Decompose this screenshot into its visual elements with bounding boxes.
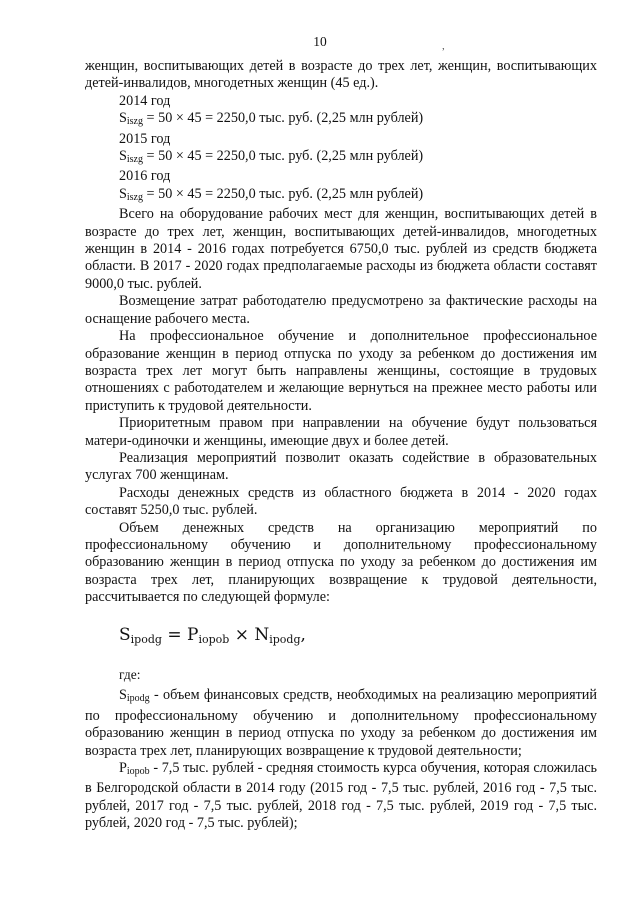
year-label-2015: 2015 год [119,130,171,147]
definition-symbol: P [119,760,127,777]
paragraph-formula-intro: Объем денежных средств на организацию мероприятий по профессиональному обучению и дополнительному профессиональному образованию женщин в период отпуска по уходу за ребенком до достижения им возраста трех лет, планирующих возвращение к трудовой деятельности, рассчитывается по следующей формуле: [85,519,597,606]
paragraph-priority: Приоритетным правом при направлении на обучение будут пользоваться матери-одиночки и женщины, имеющие двух и более детей. [85,415,597,449]
formula-subscript: iszg [126,116,143,128]
formula-n-subscript: ipodg [269,632,301,646]
formula-end: , [300,624,306,645]
definition-text: - 7,5 тыс. рублей - средняя стоимость курса обучения, которая сложилась в Белгородской области в 2014 году (2015 год - 7,5 тыс. рублей, 2016 год - 7,5 тыс. рублей, 2017 год - 7,5 тыс. рублей, 2018 год - 7,5 тыс. рублей, 2019 год - 7,5 тыс. рублей, 2020 год - 7,5 тыс. рублей); [85,760,597,832]
paragraph-reimbursement: Возмещение затрат работодателю предусмотрено за фактические расходы на оснащение рабочего места. [85,293,597,327]
definition-s-ipodg [85,687,597,760]
main-formula [119,624,597,648]
definition-subscript: ipodg [126,693,150,705]
formula-n: N [254,624,270,645]
formula-symbol: S [119,185,127,202]
formula-lhs-subscript: ipodg [130,632,162,646]
year-label-2014: 2014 год [119,92,171,109]
formula-symbol: S [119,148,127,165]
formula-equals: = [161,624,187,645]
formula-subscript: iszg [126,154,143,166]
formula-p-subscript: iopob [198,632,230,646]
paragraph-budget: Расходы денежных средств из областного бюджета в 2014 - 2020 годах составят 5250,0 тыс. рублей. [85,484,597,519]
formula-expression: = 50 × 45 = 2250,0 тыс. руб. (2,25 млн рублей) [143,185,424,202]
margin-mark: , [442,40,445,52]
formula-p: P [186,624,199,645]
definition-p-iopob [85,760,597,833]
formula-times: × [229,624,255,645]
formula-symbol: S [119,110,127,127]
formula-2015 [85,148,597,168]
formula-2016 [85,186,597,206]
formula-2014 [85,110,597,130]
definition-text: - объем финансовых средств, необходимых на реализацию мероприятий по профессиональному обучению и дополнительному профессиональному образованию женщин в период отпуска по уходу за ребенком до достижения им возраста трех лет, планирующих возвращение к трудовой деятельности; [85,687,597,759]
year-label-2016: 2016 год [119,168,171,185]
paragraph-training: На профессиональное обучение и дополнительное профессиональное образование женщин в период отпуска по уходу за ребенком до достижения им возраста трех лет могут быть направлены женщины, состоящие в трудовых отношениях с работодателем и желающие вернуться на прежнее место работы или приступить к трудовой деятельности. [85,328,597,414]
page-number: 10 [313,34,327,49]
formula-expression: = 50 × 45 = 2250,0 тыс. руб. (2,25 млн рублей) [143,148,424,165]
paragraph-continuation: женщин, воспитывающих детей в возрасте до трех лет, женщин, воспитывающих детей-инвалидов, многодетных женщин (45 ед.). [85,58,597,92]
definition-symbol: S [119,687,127,704]
paragraph-total-expenses: Всего на оборудование рабочих мест для женщин, воспитывающих детей в возрасте до трех лет, женщин, воспитывающих детей-инвалидов, многодетных женщин в 2014 - 2016 годах потребуется 6750,0 тыс. рублей из средств бюджета области. В 2017 - 2020 годах предполагаемые расходы из бюджета области составят 9000,0 тыс. рублей. [85,206,597,292]
formula-expression: = 50 × 45 = 2250,0 тыс. руб. (2,25 млн рублей) [143,110,424,127]
formula-lhs: S [119,624,131,645]
where-label: где: [119,667,141,682]
document-body [85,58,597,833]
definition-subscript: iopob [126,766,150,778]
formula-subscript: iszg [126,191,143,203]
paragraph-implementation: Реализация мероприятий позволит оказать содействие в образовательных услугах 700 женщинам. [85,449,597,484]
